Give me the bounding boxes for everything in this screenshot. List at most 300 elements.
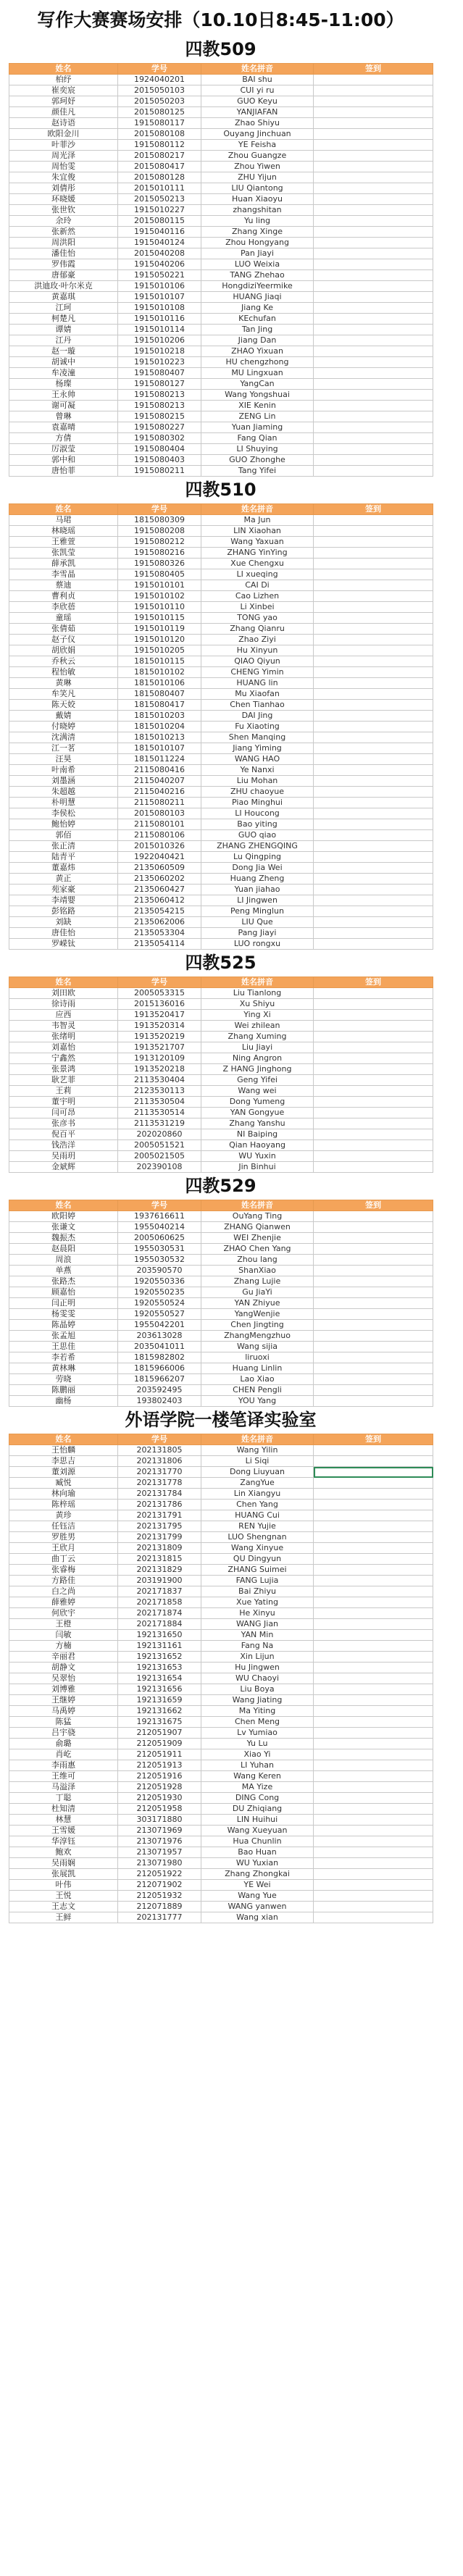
student-name[interactable]: 王莉 [9, 1086, 118, 1097]
student-name[interactable]: 朱宜俊 [9, 172, 118, 183]
sign-in-cell[interactable] [314, 1266, 433, 1276]
student-name[interactable]: 王继婷 [9, 1695, 118, 1706]
student-name[interactable]: 张孟旭 [9, 1331, 118, 1342]
student-id[interactable]: 1915050221 [118, 270, 201, 281]
student-pinyin[interactable]: KEchufan [201, 314, 314, 325]
student-id[interactable]: 1915010102 [118, 591, 201, 602]
student-name[interactable]: 陈鹏丽 [9, 1385, 118, 1396]
student-pinyin[interactable]: WANG HAO [201, 754, 314, 765]
student-id[interactable]: 2005053315 [118, 988, 201, 999]
sign-in-cell[interactable] [314, 1140, 433, 1151]
student-pinyin[interactable]: ZHANG YinYing [201, 548, 314, 559]
student-pinyin[interactable]: Zhao Ziyi [201, 635, 314, 645]
student-id[interactable]: 2113530404 [118, 1075, 201, 1086]
sign-in-cell[interactable] [314, 1619, 433, 1630]
student-name[interactable]: 魏振杰 [9, 1233, 118, 1244]
student-id[interactable]: 2115080211 [118, 798, 201, 808]
student-id[interactable]: 1937616611 [118, 1211, 201, 1222]
sign-in-cell[interactable] [314, 1717, 433, 1728]
student-name[interactable]: 闫正明 [9, 1298, 118, 1309]
student-id[interactable]: 1913520219 [118, 1032, 201, 1042]
sign-in-cell[interactable] [314, 346, 433, 357]
student-id[interactable]: 202131777 [118, 1912, 201, 1923]
sign-in-cell[interactable] [314, 700, 433, 711]
sign-in-cell[interactable] [314, 85, 433, 96]
sign-in-cell[interactable] [314, 1706, 433, 1717]
student-pinyin[interactable]: LIU Qiantong [201, 183, 314, 194]
student-pinyin[interactable]: Bao Huan [201, 1847, 314, 1858]
student-pinyin[interactable]: ZangYue [201, 1478, 314, 1489]
student-pinyin[interactable]: Gu JiaYi [201, 1287, 314, 1298]
sign-in-cell[interactable] [314, 1771, 433, 1782]
sign-in-cell[interactable] [314, 711, 433, 722]
student-name[interactable]: 朱超越 [9, 787, 118, 798]
sign-in-cell[interactable] [314, 1695, 433, 1706]
student-pinyin[interactable]: Shen Manqing [201, 732, 314, 743]
sign-in-cell[interactable] [314, 667, 433, 678]
sign-in-cell[interactable] [314, 1309, 433, 1320]
sign-in-cell[interactable] [314, 743, 433, 754]
student-name[interactable]: 张展凯 [9, 1869, 118, 1880]
student-id[interactable]: 1915010119 [118, 624, 201, 635]
student-pinyin[interactable]: Yu Lu [201, 1739, 314, 1749]
student-pinyin[interactable]: Mu Xiaofan [201, 689, 314, 700]
student-id[interactable]: 1915010101 [118, 580, 201, 591]
student-name[interactable]: 李若希 [9, 1352, 118, 1363]
sign-in-cell[interactable] [314, 1097, 433, 1108]
student-pinyin[interactable]: Liu Jiayi [201, 1042, 314, 1053]
student-name[interactable]: 潘佳怡 [9, 248, 118, 259]
student-name[interactable]: 薛雅婷 [9, 1597, 118, 1608]
student-name[interactable]: 罗伟霞 [9, 259, 118, 270]
sign-in-cell[interactable] [314, 776, 433, 787]
student-name[interactable]: 叶伟 [9, 1880, 118, 1891]
student-name[interactable]: 宁鑫然 [9, 1053, 118, 1064]
sign-in-cell[interactable] [314, 390, 433, 401]
student-id[interactable]: 202131784 [118, 1489, 201, 1500]
student-pinyin[interactable]: Xin Lijun [201, 1652, 314, 1663]
student-name[interactable]: 乔秋云 [9, 656, 118, 667]
student-name[interactable]: 罗胜男 [9, 1532, 118, 1543]
sign-in-cell[interactable] [314, 689, 433, 700]
student-pinyin[interactable]: HUANG lin [201, 678, 314, 689]
sign-in-cell[interactable] [314, 1510, 433, 1521]
student-id[interactable]: 203613028 [118, 1331, 201, 1342]
sign-in-cell[interactable] [314, 1478, 433, 1489]
sign-in-cell[interactable] [314, 1847, 433, 1858]
sign-in-cell[interactable] [314, 569, 433, 580]
student-name[interactable]: 曹利贞 [9, 591, 118, 602]
sign-in-cell[interactable] [314, 1042, 433, 1053]
student-name[interactable]: 李思吉 [9, 1456, 118, 1467]
sign-in-cell[interactable] [314, 238, 433, 248]
student-pinyin[interactable]: Wei zhilean [201, 1021, 314, 1032]
sign-in-cell[interactable] [314, 1663, 433, 1673]
student-name[interactable]: 吕宇骁 [9, 1728, 118, 1739]
student-id[interactable]: 1915080213 [118, 390, 201, 401]
student-id[interactable]: 212051922 [118, 1869, 201, 1880]
sign-in-cell[interactable] [314, 259, 433, 270]
student-pinyin[interactable]: FANG Lujia [201, 1576, 314, 1586]
sign-in-cell[interactable] [314, 325, 433, 335]
sign-in-cell[interactable] [314, 1858, 433, 1869]
student-id[interactable]: 202131805 [118, 1445, 201, 1456]
student-name[interactable]: 方路佳 [9, 1576, 118, 1586]
student-id[interactable]: 192131659 [118, 1695, 201, 1706]
student-pinyin[interactable]: GUO Keyu [201, 96, 314, 107]
sign-in-cell[interactable] [314, 368, 433, 379]
student-pinyin[interactable]: Li Xinbei [201, 602, 314, 613]
student-name[interactable]: 江丹 [9, 335, 118, 346]
student-pinyin[interactable]: YOU Yang [201, 1396, 314, 1407]
student-id[interactable]: 1915010114 [118, 325, 201, 335]
student-name[interactable]: 赵子仪 [9, 635, 118, 645]
student-pinyin[interactable]: Jin Binhui [201, 1162, 314, 1173]
student-name[interactable]: 陈晶婷 [9, 1320, 118, 1331]
student-id[interactable]: 1920550524 [118, 1298, 201, 1309]
student-name[interactable]: 陈梓瑶 [9, 1500, 118, 1510]
student-name[interactable]: 王雪媛 [9, 1826, 118, 1836]
student-id[interactable]: 2015050203 [118, 96, 201, 107]
student-pinyin[interactable]: WANG Jian [201, 1619, 314, 1630]
student-name[interactable]: 胡静文 [9, 1663, 118, 1673]
sign-in-cell[interactable] [314, 1467, 433, 1478]
student-id[interactable]: 1915010205 [118, 645, 201, 656]
student-id[interactable]: 1915080127 [118, 379, 201, 390]
student-pinyin[interactable]: Wang sijia [201, 1342, 314, 1352]
student-name[interactable]: 王鲜 [9, 1912, 118, 1923]
sign-in-cell[interactable] [314, 1342, 433, 1352]
student-name[interactable]: 刘缺 [9, 917, 118, 928]
student-name[interactable]: 叶菲沙 [9, 140, 118, 151]
student-name[interactable]: 汪昊 [9, 754, 118, 765]
student-id[interactable]: 1915010227 [118, 205, 201, 216]
student-name[interactable]: 李欣蓓 [9, 602, 118, 613]
student-id[interactable]: 2135060202 [118, 874, 201, 885]
sign-in-cell[interactable] [314, 1826, 433, 1836]
student-id[interactable]: 2015080108 [118, 129, 201, 140]
student-id[interactable]: 192131650 [118, 1630, 201, 1641]
student-pinyin[interactable]: HUANG Cui [201, 1510, 314, 1521]
student-name[interactable]: 张景鸿 [9, 1064, 118, 1075]
sign-in-cell[interactable] [314, 216, 433, 227]
student-id[interactable]: 1915080216 [118, 548, 201, 559]
student-pinyin[interactable]: Dong Jia Wei [201, 863, 314, 874]
student-pinyin[interactable]: Ma Jun [201, 515, 314, 526]
student-name[interactable]: 唐佳怡 [9, 928, 118, 939]
student-id[interactable]: 213071976 [118, 1836, 201, 1847]
student-pinyin[interactable]: WU Yuxian [201, 1858, 314, 1869]
student-id[interactable]: 1915080208 [118, 526, 201, 537]
student-pinyin[interactable]: WU Chaoyi [201, 1673, 314, 1684]
student-name[interactable]: 王维可 [9, 1771, 118, 1782]
student-name[interactable]: 曾琳 [9, 411, 118, 422]
student-name[interactable]: 王欣月 [9, 1543, 118, 1554]
sign-in-cell[interactable] [314, 1760, 433, 1771]
student-pinyin[interactable]: ZhangMengzhuo [201, 1331, 314, 1342]
student-pinyin[interactable]: Dong Liuyuan [201, 1467, 314, 1478]
student-id[interactable]: 1915010206 [118, 335, 201, 346]
sign-in-cell[interactable] [314, 1032, 433, 1042]
student-name[interactable]: 张世钦 [9, 205, 118, 216]
student-id[interactable]: 1955030532 [118, 1255, 201, 1266]
student-id[interactable]: 1920550336 [118, 1276, 201, 1287]
student-name[interactable]: 蔡迪 [9, 580, 118, 591]
sign-in-cell[interactable] [314, 1597, 433, 1608]
student-id[interactable]: 2015050103 [118, 85, 201, 96]
sign-in-cell[interactable] [314, 455, 433, 466]
student-name[interactable]: 林向瑜 [9, 1489, 118, 1500]
student-name[interactable]: 徐诗雨 [9, 999, 118, 1010]
sign-in-cell[interactable] [314, 1565, 433, 1576]
student-name[interactable]: 张路杰 [9, 1276, 118, 1287]
student-id[interactable]: 202131799 [118, 1532, 201, 1543]
student-id[interactable]: 2113531219 [118, 1118, 201, 1129]
sign-in-cell[interactable] [314, 1162, 433, 1173]
student-pinyin[interactable]: Ying Xi [201, 1010, 314, 1021]
student-pinyin[interactable]: LI Yuhan [201, 1760, 314, 1771]
sign-in-cell[interactable] [314, 1684, 433, 1695]
student-pinyin[interactable]: YAN Gongyue [201, 1108, 314, 1118]
student-pinyin[interactable]: He Xinyu [201, 1608, 314, 1619]
student-id[interactable]: 2015080417 [118, 162, 201, 172]
sign-in-cell[interactable] [314, 422, 433, 433]
student-pinyin[interactable]: DU Zhiqiang [201, 1804, 314, 1815]
student-id[interactable]: 212071889 [118, 1902, 201, 1912]
student-id[interactable]: 192131652 [118, 1652, 201, 1663]
sign-in-cell[interactable] [314, 1298, 433, 1309]
student-name[interactable]: 胡欣娟 [9, 645, 118, 656]
student-id[interactable]: 212051930 [118, 1793, 201, 1804]
student-pinyin[interactable]: LUO Weixia [201, 259, 314, 270]
student-pinyin[interactable]: GUO Zhonghe [201, 455, 314, 466]
sign-in-cell[interactable] [314, 1276, 433, 1287]
student-pinyin[interactable]: Hua Chunlin [201, 1836, 314, 1847]
student-pinyin[interactable]: liruoxi [201, 1352, 314, 1363]
student-pinyin[interactable]: Chen Yang [201, 1500, 314, 1510]
sign-in-cell[interactable] [314, 1554, 433, 1565]
student-id[interactable]: 212051909 [118, 1739, 201, 1749]
student-pinyin[interactable]: Zhang Lujie [201, 1276, 314, 1287]
student-name[interactable]: 颜佳凡 [9, 107, 118, 118]
student-id[interactable]: 1915010116 [118, 314, 201, 325]
sign-in-cell[interactable] [314, 537, 433, 548]
sign-in-cell[interactable] [314, 591, 433, 602]
student-name[interactable]: 杜知清 [9, 1804, 118, 1815]
student-pinyin[interactable]: Yuan jiahao [201, 885, 314, 895]
student-pinyin[interactable]: Zhou lang [201, 1255, 314, 1266]
student-id[interactable]: 1915010106 [118, 281, 201, 292]
student-pinyin[interactable]: TANG Zhehao [201, 270, 314, 281]
student-pinyin[interactable]: XIE Kenin [201, 401, 314, 411]
student-name[interactable]: 郭珂妤 [9, 96, 118, 107]
student-id[interactable]: 1915080227 [118, 422, 201, 433]
student-id[interactable]: 1915080302 [118, 433, 201, 444]
sign-in-cell[interactable] [314, 1891, 433, 1902]
student-pinyin[interactable]: Fang Qian [201, 433, 314, 444]
sign-in-cell[interactable] [314, 1489, 433, 1500]
sign-in-cell[interactable] [314, 656, 433, 667]
sign-in-cell[interactable] [314, 895, 433, 906]
student-name[interactable]: 张彦书 [9, 1118, 118, 1129]
sign-in-cell[interactable] [314, 732, 433, 743]
sign-in-cell[interactable] [314, 602, 433, 613]
student-pinyin[interactable]: CHENG Yimin [201, 667, 314, 678]
student-pinyin[interactable]: Chen Tianhao [201, 700, 314, 711]
student-pinyin[interactable]: Zhang Yanshu [201, 1118, 314, 1129]
student-pinyin[interactable]: Wang Xinyue [201, 1543, 314, 1554]
student-id[interactable]: 202131809 [118, 1543, 201, 1554]
student-name[interactable]: 欧阳婷 [9, 1211, 118, 1222]
student-name[interactable]: 张睿梅 [9, 1565, 118, 1576]
student-id[interactable]: 2035041011 [118, 1342, 201, 1352]
student-name[interactable]: 欧阳金川 [9, 129, 118, 140]
student-pinyin[interactable]: Qian Haoyang [201, 1140, 314, 1151]
student-pinyin[interactable]: Hu Jingwen [201, 1663, 314, 1673]
student-name[interactable]: 林慧 [9, 1815, 118, 1826]
student-pinyin[interactable]: Lin Xiangyu [201, 1489, 314, 1500]
student-pinyin[interactable]: Wang xian [201, 1912, 314, 1923]
student-id[interactable]: 1815966207 [118, 1374, 201, 1385]
student-name[interactable]: 周洪阳 [9, 238, 118, 248]
student-id[interactable]: 2015010111 [118, 183, 201, 194]
student-pinyin[interactable]: CAI Di [201, 580, 314, 591]
student-pinyin[interactable]: LI Shuying [201, 444, 314, 455]
student-id[interactable]: 2005021505 [118, 1151, 201, 1162]
student-pinyin[interactable]: Hu Xinyun [201, 645, 314, 656]
student-name[interactable]: 刘倩彤 [9, 183, 118, 194]
sign-in-cell[interactable] [314, 1586, 433, 1597]
sign-in-cell[interactable] [314, 1521, 433, 1532]
sign-in-cell[interactable] [314, 1385, 433, 1396]
sign-in-cell[interactable] [314, 75, 433, 85]
student-name[interactable]: 董嘉炜 [9, 863, 118, 874]
student-pinyin[interactable]: Zhang Qianru [201, 624, 314, 635]
student-name[interactable]: 闫可昂 [9, 1108, 118, 1118]
student-pinyin[interactable]: Cao Lizhen [201, 591, 314, 602]
student-name[interactable]: 黄嘉琪 [9, 292, 118, 303]
student-id[interactable]: 2015136016 [118, 999, 201, 1010]
student-id[interactable]: 202171858 [118, 1597, 201, 1608]
student-name[interactable]: 叶南希 [9, 765, 118, 776]
student-id[interactable]: 1915010108 [118, 303, 201, 314]
student-id[interactable]: 1915080117 [118, 118, 201, 129]
sign-in-cell[interactable] [314, 140, 433, 151]
student-id[interactable]: 1913120109 [118, 1053, 201, 1064]
student-id[interactable]: 213071980 [118, 1858, 201, 1869]
student-id[interactable]: 1955030531 [118, 1244, 201, 1255]
student-id[interactable]: 2135054215 [118, 906, 201, 917]
student-name[interactable]: 董宇明 [9, 1097, 118, 1108]
sign-in-cell[interactable] [314, 401, 433, 411]
student-name[interactable]: 李侯松 [9, 808, 118, 819]
sign-in-cell[interactable] [314, 559, 433, 569]
student-id[interactable]: 2135060509 [118, 863, 201, 874]
student-id[interactable]: 202171874 [118, 1608, 201, 1619]
student-pinyin[interactable]: ZHANG Suimei [201, 1565, 314, 1576]
student-pinyin[interactable]: Huang Linlin [201, 1363, 314, 1374]
student-name[interactable]: 肖屹 [9, 1749, 118, 1760]
student-name[interactable]: 黄正 [9, 874, 118, 885]
student-name[interactable]: 唐郁豪 [9, 270, 118, 281]
sign-in-cell[interactable] [314, 939, 433, 950]
student-name[interactable]: 劳晓 [9, 1374, 118, 1385]
student-pinyin[interactable]: Zhao Shiyu [201, 118, 314, 129]
sign-in-cell[interactable] [314, 841, 433, 852]
student-pinyin[interactable]: LIN Xiaohan [201, 526, 314, 537]
student-id[interactable]: 1955040214 [118, 1222, 201, 1233]
student-pinyin[interactable]: HUANG Jiaqi [201, 292, 314, 303]
student-name[interactable]: 戴婧 [9, 711, 118, 722]
sign-in-cell[interactable] [314, 1869, 433, 1880]
student-name[interactable]: 臧悦 [9, 1478, 118, 1489]
student-name[interactable]: 彭铭路 [9, 906, 118, 917]
student-name[interactable]: 牟凌潼 [9, 368, 118, 379]
sign-in-cell[interactable] [314, 1543, 433, 1554]
student-id[interactable]: 1915010110 [118, 602, 201, 613]
student-id[interactable]: 202020860 [118, 1129, 201, 1140]
student-name[interactable]: 马溢泽 [9, 1782, 118, 1793]
student-pinyin[interactable]: ShanXiao [201, 1266, 314, 1276]
student-name[interactable]: 韦智灵 [9, 1021, 118, 1032]
student-id[interactable]: 1815010115 [118, 656, 201, 667]
student-name[interactable]: 王怡麟 [9, 1445, 118, 1456]
sign-in-cell[interactable] [314, 754, 433, 765]
student-pinyin[interactable]: ZHAO Chen Yang [201, 1244, 314, 1255]
student-pinyin[interactable]: DING Cong [201, 1793, 314, 1804]
student-id[interactable]: 1913520218 [118, 1064, 201, 1075]
student-id[interactable]: 1915080215 [118, 411, 201, 422]
student-pinyin[interactable]: QIAO Qiyun [201, 656, 314, 667]
student-pinyin[interactable]: Wang Yongshuai [201, 390, 314, 401]
sign-in-cell[interactable] [314, 227, 433, 238]
student-id[interactable]: 213071957 [118, 1847, 201, 1858]
student-name[interactable]: 崔奕宸 [9, 85, 118, 96]
sign-in-cell[interactable] [314, 1880, 433, 1891]
student-name[interactable]: 方倩 [9, 433, 118, 444]
student-id[interactable]: 303171880 [118, 1815, 201, 1826]
student-id[interactable]: 2115080416 [118, 765, 201, 776]
student-pinyin[interactable]: Ye Nanxi [201, 765, 314, 776]
student-id[interactable]: 192131662 [118, 1706, 201, 1717]
student-pinyin[interactable]: Piao Minghui [201, 798, 314, 808]
student-id[interactable]: 1915040124 [118, 238, 201, 248]
student-name[interactable]: 张谦文 [9, 1222, 118, 1233]
student-name[interactable]: 刘博雅 [9, 1684, 118, 1695]
sign-in-cell[interactable] [314, 863, 433, 874]
student-pinyin[interactable]: LI xueqing [201, 569, 314, 580]
student-pinyin[interactable]: Jiang Yiming [201, 743, 314, 754]
sign-in-cell[interactable] [314, 1053, 433, 1064]
student-name[interactable]: 王悦 [9, 1891, 118, 1902]
student-name[interactable]: 金斌辉 [9, 1162, 118, 1173]
student-name[interactable]: 单燕 [9, 1266, 118, 1276]
student-name[interactable]: 马禹婷 [9, 1706, 118, 1717]
student-pinyin[interactable]: Yu ling [201, 216, 314, 227]
student-id[interactable]: 212071902 [118, 1880, 201, 1891]
sign-in-cell[interactable] [314, 830, 433, 841]
student-id[interactable]: 2135053304 [118, 928, 201, 939]
student-pinyin[interactable]: WU Yuxin [201, 1151, 314, 1162]
student-pinyin[interactable]: NI Baiping [201, 1129, 314, 1140]
student-id[interactable]: 2115080101 [118, 819, 201, 830]
student-id[interactable]: 1815080407 [118, 689, 201, 700]
sign-in-cell[interactable] [314, 1211, 433, 1222]
student-name[interactable]: 朴明慧 [9, 798, 118, 808]
student-pinyin[interactable]: LUO Shengnan [201, 1532, 314, 1543]
sign-in-cell[interactable] [314, 1396, 433, 1407]
sign-in-cell[interactable] [314, 172, 433, 183]
